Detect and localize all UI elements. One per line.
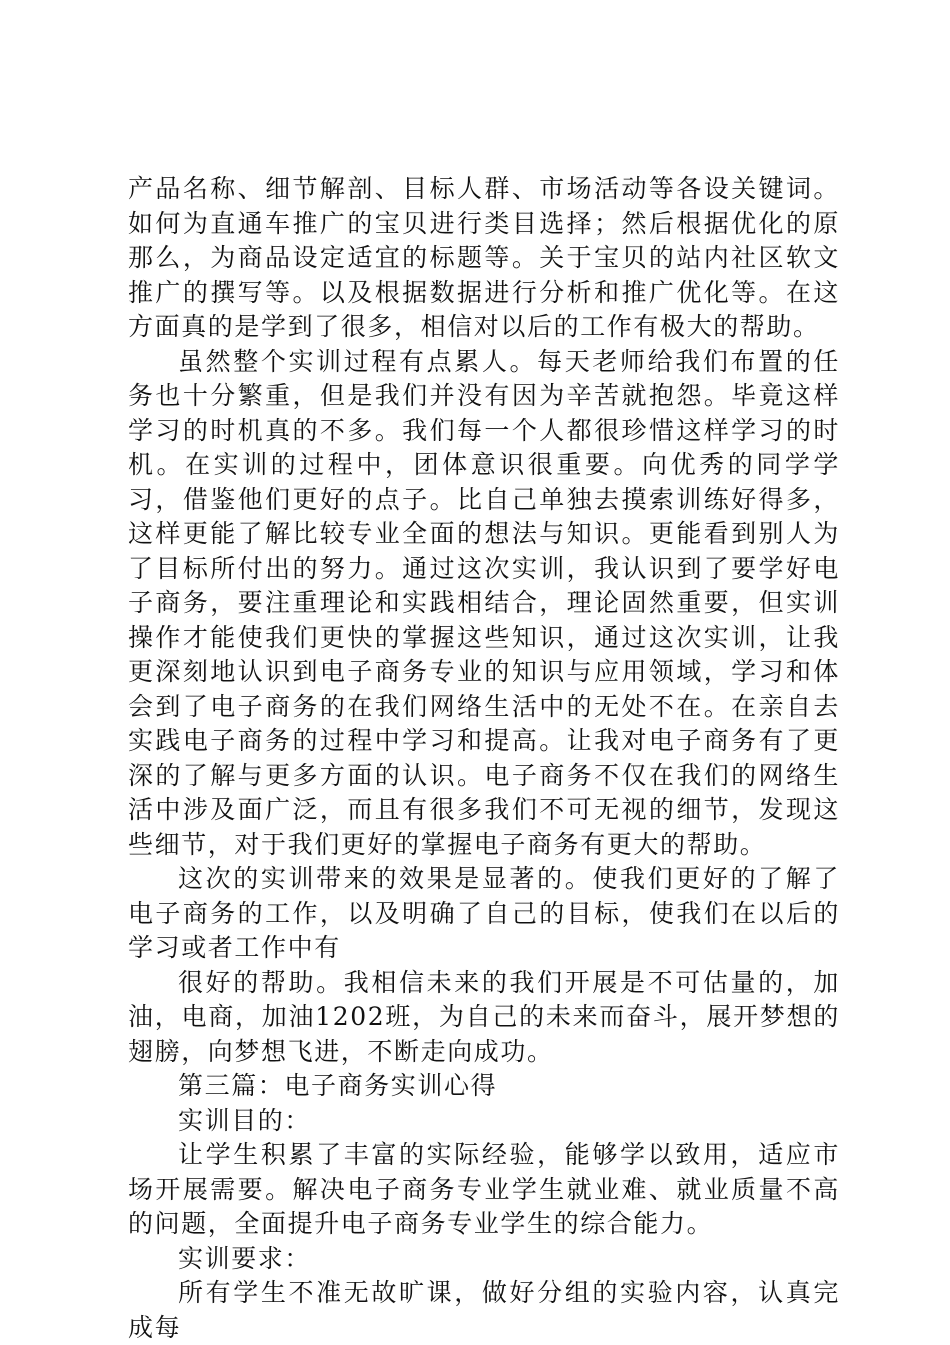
- section-heading-part-three: 第三篇：电子商务实训心得: [178, 1071, 498, 1100]
- paragraph-training-reflection: 虽然整个实训过程有点累人。每天老师给我们布置的任务也十分繁重，但是我们并没有因为辛苦就抱怨。毕竟这样学习的时机真的不多。我们每一个人都很珍惜这样学习的时机。在实训的过程中，团体意识很重要。向优秀的同学学习，借鉴他们更好的点子。比自己单独去摸索训练好得多，这样更能了解比较专业全面的想法与知识。更能看到别人为了目标所付出的努力。通过这次实训，我认识到了要学好电子商务，要注重理论和实践相结合，理论固然重要，但实训操作才能使我们更快的掌握这些知识，通过这次实训，让我更深刻地认识到电子商务专业的知识与应用领域，学习和体会到了电子商务的在我们网络生活中的无处不在。在亲自去实践电子商务的过程中学习和提高。让我对电子商务有了更深的了解与更多方面的认识。电子商务不仅在我们的网络生活中涉及面广泛，而且有很多我们不可无视的细节，发现这些细节，对于我们更好的掌握电子商务有更大的帮助。: [128, 346, 840, 859]
- paragraph-future-outlook: 很好的帮助。我相信未来的我们开展是不可估量的，加油，电商，加油1202班，为自己的未来而奋斗，展开梦想的翅膀，向梦想飞进，不断走向成功。: [128, 967, 840, 1066]
- paragraph-training-effect: 这次的实训带来的效果是显著的。使我们更好的了解了电子商务的工作，以及明确了自己的目标，使我们在以后的学习或者工作中有: [128, 864, 840, 962]
- paragraph-keywords-continued: 产品名称、细节解剖、目标人群、市场活动等各设关键词。如何为直通车推广的宝贝进行类目选择；然后根据优化的原那么，为商品设定适宜的标题等。关于宝贝的站内社区软文推广的撰写等。以及根据数据进行分析和推广优化等。在这方面真的是学到了很多，相信对以后的工作有极大的帮助。: [128, 174, 840, 341]
- paragraph-training-requirements: 所有学生不准无故旷课，做好分组的实验内容，认真完成每: [128, 1278, 840, 1342]
- document-body: [128, 172, 840, 1345]
- heading-training-purpose: 实训目的：: [178, 1105, 312, 1135]
- heading-training-requirements: 实训要求：: [178, 1243, 312, 1273]
- paragraph-training-purpose: 让学生积累了丰富的实际经验，能够学以致用，适应市场开展需要。解决电子商务专业学生就业难、就业质量不高的问题，全面提升电子商务专业学生的综合能力。: [128, 1140, 840, 1238]
